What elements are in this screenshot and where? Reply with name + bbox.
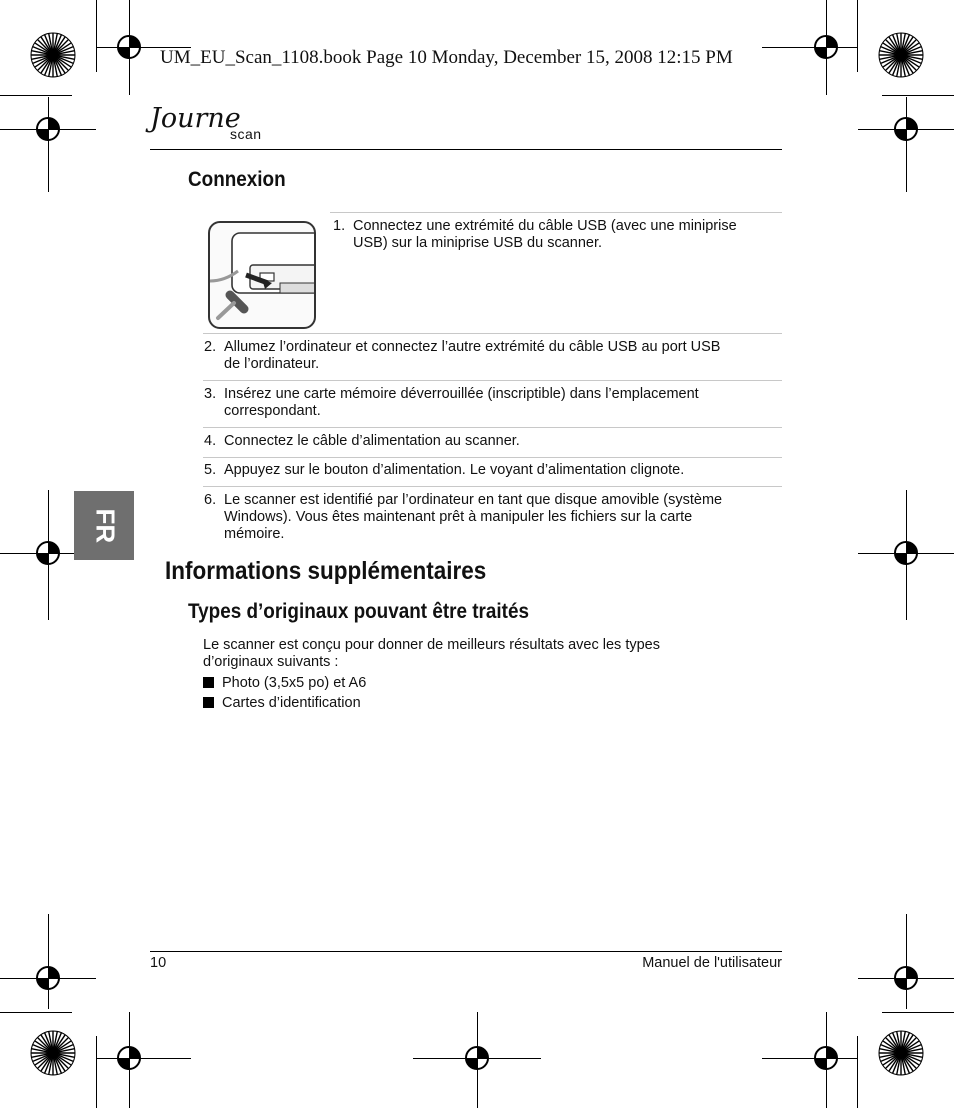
step-text-line: Connectez une extrémité du câble USB (avec une miniprise (353, 218, 737, 234)
step-text-line: Le scanner est identifié par l’ordinateur en tant que disque amovible (système (224, 492, 723, 508)
step-divider (203, 333, 782, 334)
starburst-target-icon (30, 1030, 76, 1076)
step-text: Appuyez sur le bouton d’alimentation. Le voyant d’alimentation clignote. (224, 462, 685, 478)
step-text (224, 339, 720, 373)
logo-script: Journe (150, 103, 241, 134)
step-text-line: Windows). Vous êtes maintenant prêt à manipuler les fichiers sur la carte (224, 509, 693, 525)
usb-connection-illustration (208, 221, 316, 329)
list-item-text: Photo (3,5x5 po) et A6 (222, 675, 367, 691)
header-rule (150, 149, 782, 150)
step-divider (203, 486, 782, 487)
book-info-header: UM_EU_Scan_1108.book Page 10 Monday, December 15, 2008 12:15 PM (160, 47, 733, 68)
step-text (224, 386, 699, 420)
list-item (203, 675, 366, 691)
registration-target-icon (113, 1042, 145, 1074)
step-text-line: USB) sur la miniprise USB du scanner. (353, 235, 603, 251)
connexion-heading: Connexion (188, 168, 286, 191)
step-number: 5. (204, 462, 217, 478)
step-number: 1. (333, 218, 346, 234)
list-item (203, 695, 361, 711)
step-text-line: correspondant. (224, 403, 321, 419)
bullet-square-icon (203, 677, 214, 688)
step-divider (203, 380, 782, 381)
step-text (224, 492, 722, 543)
registration-target-icon (32, 962, 64, 994)
registration-target-icon (890, 113, 922, 145)
registration-target-icon (810, 1042, 842, 1074)
starburst-target-icon (30, 32, 76, 78)
step-text: Connectez le câble d’alimentation au scanner. (224, 433, 520, 449)
page-number: 10 (150, 955, 167, 971)
registration-target-icon (810, 31, 842, 63)
step-text-line: mémoire. (224, 526, 285, 542)
language-tab-label: FR (90, 508, 121, 544)
types-intro-line: d’originaux suivants : (203, 654, 339, 670)
registration-target-icon (32, 537, 64, 569)
types-heading: Types d’originaux pouvant être traités (188, 600, 529, 623)
step-divider (203, 427, 782, 428)
bullet-square-icon (203, 697, 214, 708)
starburst-target-icon (878, 32, 924, 78)
footer-rule (150, 951, 782, 952)
step-divider (330, 212, 782, 213)
list-item-text: Cartes d’identification (222, 695, 361, 711)
logo-word: scan (230, 126, 262, 142)
step-number: 6. (204, 492, 217, 508)
registration-target-icon (461, 1042, 493, 1074)
info-heading: Informations supplémentaires (165, 557, 487, 585)
step-number: 3. (204, 386, 217, 402)
step-text-line: Allumez l’ordinateur et connectez l’autre extrémité du câble USB au port USB (224, 339, 721, 355)
registration-target-icon (890, 962, 922, 994)
step-text (353, 218, 737, 252)
types-intro (203, 637, 660, 671)
registration-target-icon (32, 113, 64, 145)
step-text-line: de l’ordinateur. (224, 356, 320, 372)
starburst-target-icon (878, 1030, 924, 1076)
registration-target-icon (113, 31, 145, 63)
manual-title: Manuel de l'utilisateur (642, 955, 782, 971)
step-number: 2. (204, 339, 217, 355)
step-number: 4. (204, 433, 217, 449)
step-divider (203, 457, 782, 458)
step-text-line: Insérez une carte mémoire déverrouillée (inscriptible) dans l’emplacement (224, 386, 699, 402)
scanner-usb-icon (210, 223, 314, 327)
registration-target-icon (890, 537, 922, 569)
types-intro-line: Le scanner est conçu pour donner de meilleurs résultats avec les types (203, 637, 660, 653)
